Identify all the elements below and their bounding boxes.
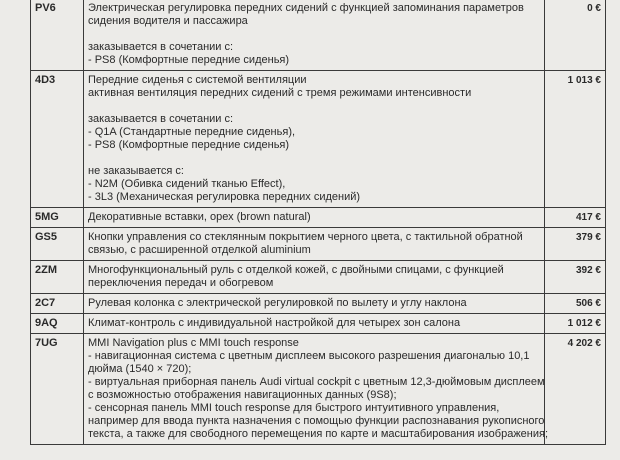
option-code: 7UG [31, 334, 84, 445]
option-code: 5MG [31, 208, 84, 228]
option-description [84, 334, 549, 445]
option-code: 4D3 [31, 71, 84, 208]
option-row [31, 334, 606, 445]
description-line: - виртуальная приборная панель Audi virtual cockpit с цветным 12,3-дюймовым дисплеем [88, 376, 545, 388]
option-price: 506 € [545, 294, 606, 314]
option-description [84, 294, 545, 314]
option-row [31, 228, 606, 261]
option-description [84, 71, 545, 208]
description-line: - сенсорная панель MMI touch response для быстрого интуитивного управления, [88, 402, 500, 414]
option-code: PV6 [31, 0, 84, 71]
option-code: GS5 [31, 228, 84, 261]
description-line: например для ввода пункта назначения с помощью функции распознавания рукописного [88, 415, 545, 427]
description-line: Передние сиденья с системой вентиляции [88, 74, 307, 86]
description-line: MMI Navigation plus с MMI touch response [88, 337, 299, 349]
description-line: - Q1A (Стандартные передние сиденья), [88, 126, 296, 138]
option-price: 1 012 € [545, 314, 606, 334]
description-line: Рулевая колонка с электрической регулировкой по вылету и углу наклона [88, 297, 467, 309]
description-line: текста, а также для свободного перемещения по карте и масштабирования изображения; [88, 428, 549, 440]
option-price: 1 013 € [545, 71, 606, 208]
description-line [88, 152, 540, 165]
option-row [31, 314, 606, 334]
option-row [31, 294, 606, 314]
option-code: 9AQ [31, 314, 84, 334]
option-description [84, 0, 545, 71]
description-line: Многофункциональный руль с отделкой кожей, с двойными спицами, с функцией [88, 264, 504, 276]
description-line: Декоративные вставки, орех (brown natural) [88, 211, 311, 223]
description-line: - PS8 (Комфортные передние сиденья) [88, 139, 290, 151]
option-description [84, 208, 545, 228]
option-description [84, 314, 545, 334]
description-line: - N2M (Обивка сидений тканью Effect), [88, 178, 286, 190]
description-line: сидения водителя и пассажира [88, 15, 248, 27]
option-price: 4 202 € [545, 334, 606, 445]
description-line: - PS8 (Комфортные передние сиденья) [88, 54, 290, 66]
option-code: 2ZM [31, 261, 84, 294]
description-line [88, 100, 540, 113]
description-line: - навигационная система с цветным дисплеем высокого разрешения диагональю 10,1 [88, 350, 530, 362]
option-row [31, 0, 606, 71]
options-table-body [31, 0, 606, 445]
option-row [31, 261, 606, 294]
option-row [31, 71, 606, 208]
description-line: не заказывается с: [88, 165, 184, 177]
options-table [30, 0, 606, 445]
description-line: связью, с расширенной отделкой aluminium [88, 244, 311, 256]
option-price: 392 € [545, 261, 606, 294]
option-description [84, 228, 545, 261]
option-description [84, 261, 545, 294]
option-price: 0 € [545, 0, 606, 71]
description-line: с возможностью отображения навигационных данных (9S8); [88, 389, 397, 401]
option-code: 2C7 [31, 294, 84, 314]
option-price: 379 € [545, 228, 606, 261]
description-line: - 3L3 (Механическая регулировка передних сидений) [88, 191, 361, 203]
option-price: 417 € [545, 208, 606, 228]
description-line: переключения передач и обогревом [88, 277, 274, 289]
description-line: активная вентиляция передних сидений с тремя режимами интенсивности [88, 87, 472, 99]
description-line: заказывается в сочетании с: [88, 113, 234, 125]
description-line: заказывается в сочетании с: [88, 41, 234, 53]
option-row [31, 208, 606, 228]
description-line: Кнопки управления со стеклянным покрытием черного цвета, с тактильной обратной [88, 231, 523, 243]
description-line [88, 28, 540, 41]
description-line: Электрическая регулировка передних сидений с функцией запоминания параметров [88, 2, 524, 14]
description-line: Климат-контроль с индивидуальной настройкой для четырех зон салона [88, 317, 461, 329]
description-line: дюйма (1540 × 720); [88, 363, 192, 375]
